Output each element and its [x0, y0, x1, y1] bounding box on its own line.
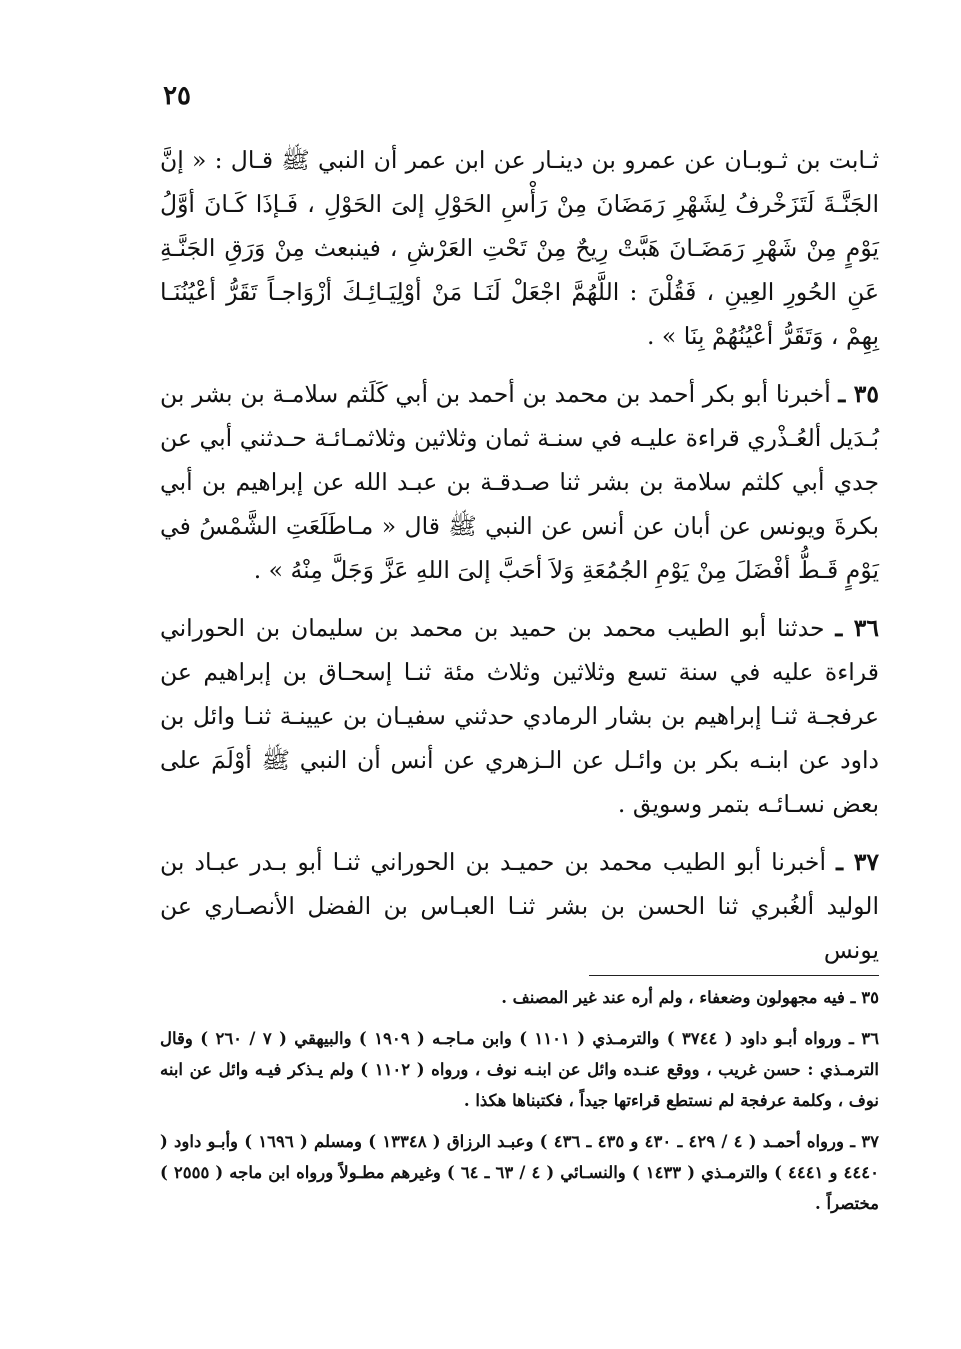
footnote-number: ٣٧ ـ	[850, 1132, 879, 1151]
footnote-number: ٣٦ ـ	[849, 1029, 879, 1048]
hadith-number: ٣٥ ـ	[838, 380, 879, 408]
footnote-37	[160, 1126, 879, 1219]
footnote-text: فيه مجهولون وضعفاء ، ولم أره عند غير المصنف .	[501, 988, 845, 1007]
footnote-35	[160, 982, 879, 1013]
paragraph-text: أخبرنا أبو بكر أحمد بن محمد بن أحمد بن أبي كَلَثم سلامـة بن بشر بن بُـدَيل ألعُـذْري قراءة عليـه في سنـة ثمان وثلاثين وثلاثمـائـة حـدثني أبي عن جدي أبي كلثم سلامة بن بشر ثنا صـدقـة بن عبـد الله عن إبراهيم بن أبي بكرةَ ويونس عن أبان عن أنس عن النبي ﷺ قال « مـاطَلَعَتِ الشَّمْسُ في يَوْمٍ قَـطُّ أفْضَلَ مِنْ يَوْمِ الجُمُعَةِ وَلاَ أحَبَّ إلىَ اللهِ عَزَّ وَجَلَّ مِنْهُ » .	[160, 380, 879, 584]
footnotes	[160, 982, 879, 1229]
main-text	[160, 138, 879, 986]
page-number: ٢٥	[163, 81, 191, 111]
paragraph-text: حدثنا أبو الطيب محمد بن حميد بن محمد بن سليمان بن الحوراني قراءة عليه في سنة تسع وثلاثين وثلاث مئة ثنـا إسحـاق بن إبراهيم عن عرفجـة ثنـا إبراهيم بن بشار الرمادي حدثني سفيـان بن عيينـة ثنـا وائل بن داود عن ابنـه بكر بن وائـل عن الـزهري عن أنس أن النبي ﷺ أوْلَمَ على بعض نسـائـه بتمر وسويق .	[160, 614, 879, 818]
footnote-text: ورواه أحمـد ( ٤ / ٤٢٩ ـ ٤٣٠ و ٤٣٥ ـ ٤٣٦ ) وعبـد الرزاق ( ١٣٣٤٨ ) ومسلم ( ١٦٩٦ ) وأبـو داود ( ٤٤٤٠ و ٤٤٤١ ) والترمـذي ( ١٤٣٣ ) والنسـائي ( ٤ / ٦٣ ـ ٦٤ ) وغيرهم مطـولاً ورواه ابن ماجه ( ٢٥٥٥ ) مختصراً .	[160, 1132, 879, 1213]
footnote-number: ٣٥ ـ	[850, 988, 879, 1007]
hadith-paragraph-35	[160, 372, 879, 592]
hadith-number: ٣٦ ـ	[835, 614, 879, 642]
hadith-paragraph-37	[160, 840, 879, 972]
footnote-36	[160, 1023, 879, 1116]
paragraph-text: أخبرنا أبو الطيب محمد بن حميـد بن الحوراني ثنـا أبو بـدر عبـاد بن الوليد ألغُبري ثنا الحسن بن بشر ثنـا العبـاس بن الفضل الأنصـاري عن يونس	[160, 848, 879, 964]
paragraph-text: ثـابت بن ثـوبـان عن عمرو بن دينـار عن ابن عمر أن النبي ﷺ قـال : « إنَّ الجَنَّـةَ لَتَزَخْرفُ لِشَهْرِ رَمَضَانَ مِنْ رَأْسِ الحَوْلِ إلىَ الحَوْلِ ، فَـإذَا كَـانَ أوَّلُ يَوْمٍ مِنْ شَهْرِ رَمَضَـانَ هَبَّتْ رِيحٌ مِنْ تَحْتِ العَرْشِ ، فينبعث مِنْ وَرَقِ الجَنَّـةِ عَنِ الحُورِ العِينِ ، فَقُلْنَ : اللَّهُمَّ اجْعَلْ لَنَـا مَنْ أوْلِيَـائِـكَ أزْوَاجـاً تَقَرُّ أعْيُنُنَـا بِهِمْ ، وَتَقَرُّ أعْيُنُهُمْ بِنَا » .	[160, 146, 879, 350]
footnote-divider	[589, 975, 879, 976]
footnote-text: ورواه أبـو داود ( ٣٧٤٤ ) والترمـذي ( ١١٠١ ) وابن مـاجـه ( ١٩٠٩ ) والبيهقي ( ٧ / ٢٦٠ ) وقال الترمـذي : حسن غريب ، ووقع عنـده وائل عن ابنـه نوف ، ورواه ( ١١٠٢ ) ولم يـذكر فيـه وائل عن ابنه نوف ، وكلمة عرفجة لم نستطع قراءتها جيداً ، فكتبناها هكذا .	[160, 1029, 879, 1110]
hadith-paragraph-36	[160, 606, 879, 826]
hadith-number: ٣٧ ـ	[836, 848, 879, 876]
hadith-paragraph-continuation	[160, 138, 879, 358]
